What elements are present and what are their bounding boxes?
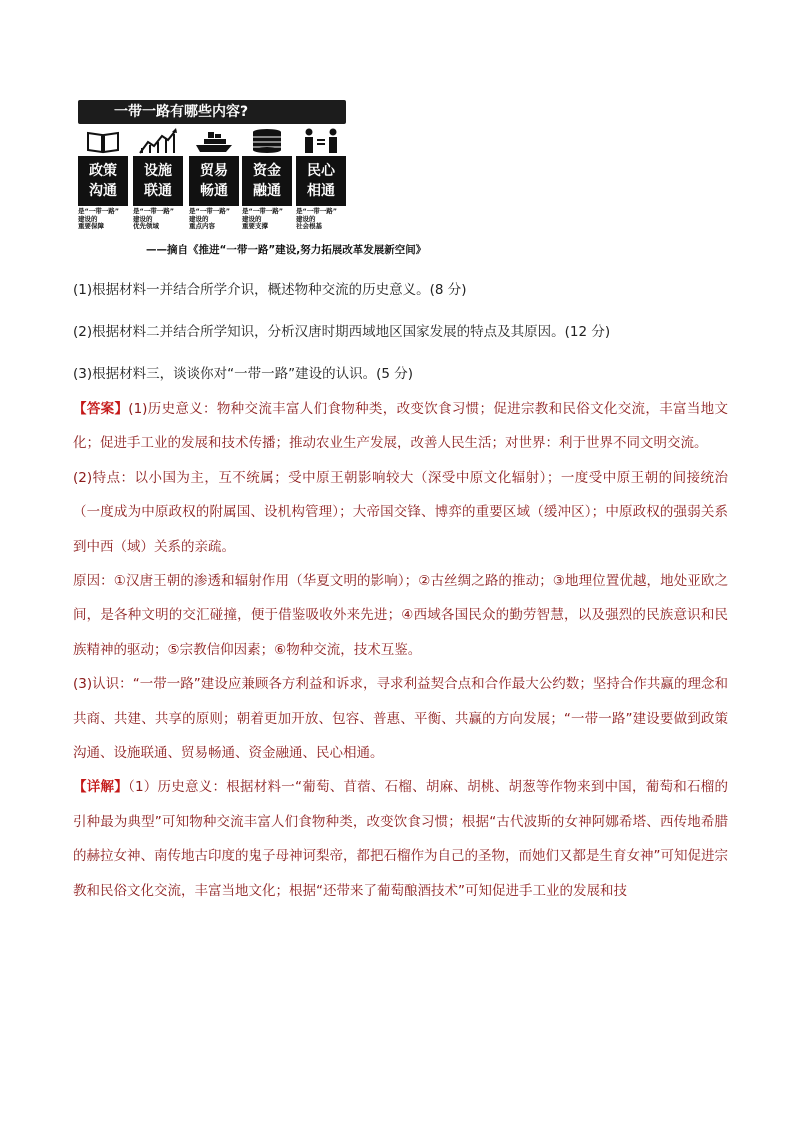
pillar-infrastructure [133,128,183,231]
pillar-note: 是“一带一路” 建设的 重要支撑 [242,207,284,230]
question-3: (3)根据材料三，谈谈你对“一带一路”建设的认识。(5 分) [73,366,414,382]
detail-tag: 【详解】 [73,779,128,796]
question-1: (1)根据材料一并结合所学介识，概述物种交流的历史意义。(8 分) [73,282,467,298]
pillar-label: 民心 相通 [296,156,346,206]
ship-icon [189,128,239,154]
people-icon [296,128,346,154]
book-icon [78,128,128,154]
pillar-note: 是“一带一路” 建设的 重要保障 [78,207,120,230]
growth-icon [133,128,183,154]
pillar-label: 政策 沟通 [78,156,128,206]
pillar-trade [189,128,239,231]
answer-paragraph-1 [73,392,728,461]
answer-block [73,392,728,908]
detail-paragraph [73,770,728,908]
pillar-note: 是“一带一路” 建设的 优先领域 [133,207,175,230]
coins-icon [242,128,292,154]
infographic-source: ——摘自《推进“一带一路”建设,努力拓展改革发展新空间》 [146,244,427,256]
answer-paragraph-4: (3)认识：“一带一路”建设应兼顾各方利益和诉求，寻求利益契合点和合作最大公约数；坚持合作共赢的理念和共商、共建、共享的原则；朝着更加开放、包容、普惠、平衡、共赢的方向发展；“一带一路”建设要做到政策沟通、设施联通、贸易畅通、资金融通、民心相通。 [73,676,728,762]
answer-tag: 【答案】 [73,401,129,417]
belt-road-infographic [78,96,427,262]
pillar-label: 设施 联通 [133,156,183,206]
pillar-people [296,128,346,231]
answer-paragraph-3: 原因：①汉唐王朝的渗透和辐射作用（华夏文明的影响）；②古丝绸之路的推动；③地理位置优越，地处亚欧之间，是各种文明的交汇碰撞，便于借鉴吸收外来先进；④西域各国民众的勤劳智慧，以及强烈的民族意识和民族精神的驱动；⑤宗教信仰因素；⑥物种交流，技术互鉴。 [73,573,728,658]
answer-text-1: (1)历史意义：物种交流丰富人们食物种类，改变饮食习惯；促进宗教和民俗文化交流，丰富当地文化；促进手工业的发展和技术传播；推动农业生产发展，改善人民生活；对世界：利于世界不同文明交流。 [73,401,728,452]
pillar-label: 贸易 畅通 [189,156,239,206]
pillar-note: 是“一带一路” 建设的 重点内容 [189,207,231,230]
pillar-policy [78,128,128,231]
question-2: (2)根据材料二并结合所学知识，分析汉唐时期西域地区国家发展的特点及其原因。(12 分) [73,324,611,340]
answer-paragraph-2: (2)特点：以小国为主，互不统属；受中原王朝影响较大（深受中原文化辐射）；一度受中原王朝的间接统治（一度成为中原政权的附属国、设机构管理）；大帝国交锋、博弈的重要区域（缓冲区）；中原政权的强弱关系到中西（域）关系的亲疏。 [73,469,728,555]
pillar-label: 资金 融通 [242,156,292,206]
pillar-finance [242,128,292,231]
pillar-note: 是“一带一路” 建设的 社会根基 [296,207,338,230]
detail-text: （1）历史意义：根据材料一“葡萄、苜蓿、石榴、胡麻、胡桃、胡葱等作物来到中国，葡萄和石榴的引种最为典型”可知物种交流丰富人们食物种类，改变饮食习惯；根据“古代波斯的女神阿娜希塔、西传地希腊的赫拉女神、南传地古印度的鬼子母神诃梨帝，都把石榴作为自己的圣物，而她们又都是生育女神”可知促进宗教和民俗文化交流，丰富当地文化；根据“还带来了葡萄酿酒技术”可知促进手工业的发展和技 [73,779,729,899]
infographic-title: 一带一路有哪些内容? [78,100,346,124]
